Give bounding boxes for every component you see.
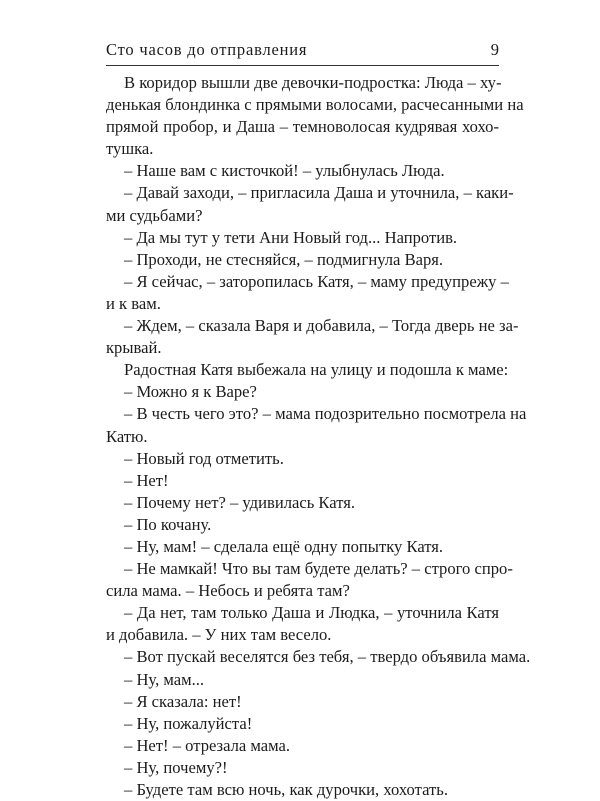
- text-line: – В честь чего это? – мама подозрительно посмотрела на: [124, 404, 527, 424]
- text-line: – Я сказала: нет!: [124, 691, 242, 711]
- text-line: – Будете там всю ночь, как дурочки, хохотать.: [124, 780, 448, 799]
- text-line: прямой пробор, и Даша – темноволосая кудрявая хохо-: [106, 117, 499, 137]
- text-line: – Почему нет? – удивилась Катя.: [124, 492, 356, 512]
- text-line: и добавила. – У них там весело.: [106, 625, 332, 645]
- text-line: – Не мамкай! Что вы там будете делать? – строго спро-: [124, 559, 513, 579]
- page-number: 9: [490, 40, 499, 59]
- text-line: – Наше вам с кисточкой! – улыбнулась Люда.: [124, 161, 445, 181]
- header-rule: [106, 65, 499, 66]
- text-line: – По кочану.: [124, 514, 212, 534]
- text-line: ми судьбами?: [106, 205, 203, 225]
- text-line: – Новый год отметить.: [124, 448, 284, 468]
- text-line: – Нет!: [124, 470, 169, 490]
- text-line: – Давай заходи, – пригласила Даша и уточнила, – каки-: [124, 183, 514, 203]
- text-line: – Я сейчас, – заторопилась Катя, – маму предупрежу –: [124, 271, 509, 291]
- text-line: – Ну, мам! – сделала ещё одну попытку Катя.: [124, 536, 444, 556]
- text-line: – Да мы тут у тети Ани Новый год... Напротив.: [124, 227, 458, 247]
- text-line: крывай.: [106, 338, 162, 358]
- text-line: – Ждем, – сказала Варя и добавила, – Тогда дверь не за-: [124, 316, 519, 336]
- chapter-title: Сто часов до отправления: [106, 40, 308, 59]
- body-text: [106, 72, 531, 801]
- running-header: [106, 40, 499, 68]
- text-line: – Можно я к Варе?: [124, 382, 257, 402]
- text-line: сила мама. – Небось и ребята там?: [106, 581, 350, 601]
- text-line: – Вот пускай веселятся без тебя, – твердо объявила мама.: [124, 647, 531, 667]
- text-line: – Проходи, не стесняйся, – подмигнула Варя.: [124, 249, 444, 269]
- text-line: Радостная Катя выбежала на улицу и подошла к маме:: [124, 360, 509, 380]
- text-line: – Ну, пожалуйста!: [124, 713, 253, 733]
- text-line: – Ну, мам...: [124, 669, 205, 689]
- text-line: – Да нет, там только Даша и Людка, – уточнила Катя: [124, 603, 499, 623]
- text-line: тушка.: [106, 139, 154, 159]
- text-line: денькая блондинка с прямыми волосами, расчесанными на: [106, 95, 524, 115]
- text-line: Катю.: [106, 426, 148, 446]
- text-line: – Нет! – отрезала мама.: [124, 735, 291, 755]
- text-line: и к вам.: [106, 293, 161, 313]
- text-line: – Ну, почему?!: [124, 757, 228, 777]
- text-line: В коридор вышли две девочки-подростка: Люда – ху-: [124, 73, 502, 92]
